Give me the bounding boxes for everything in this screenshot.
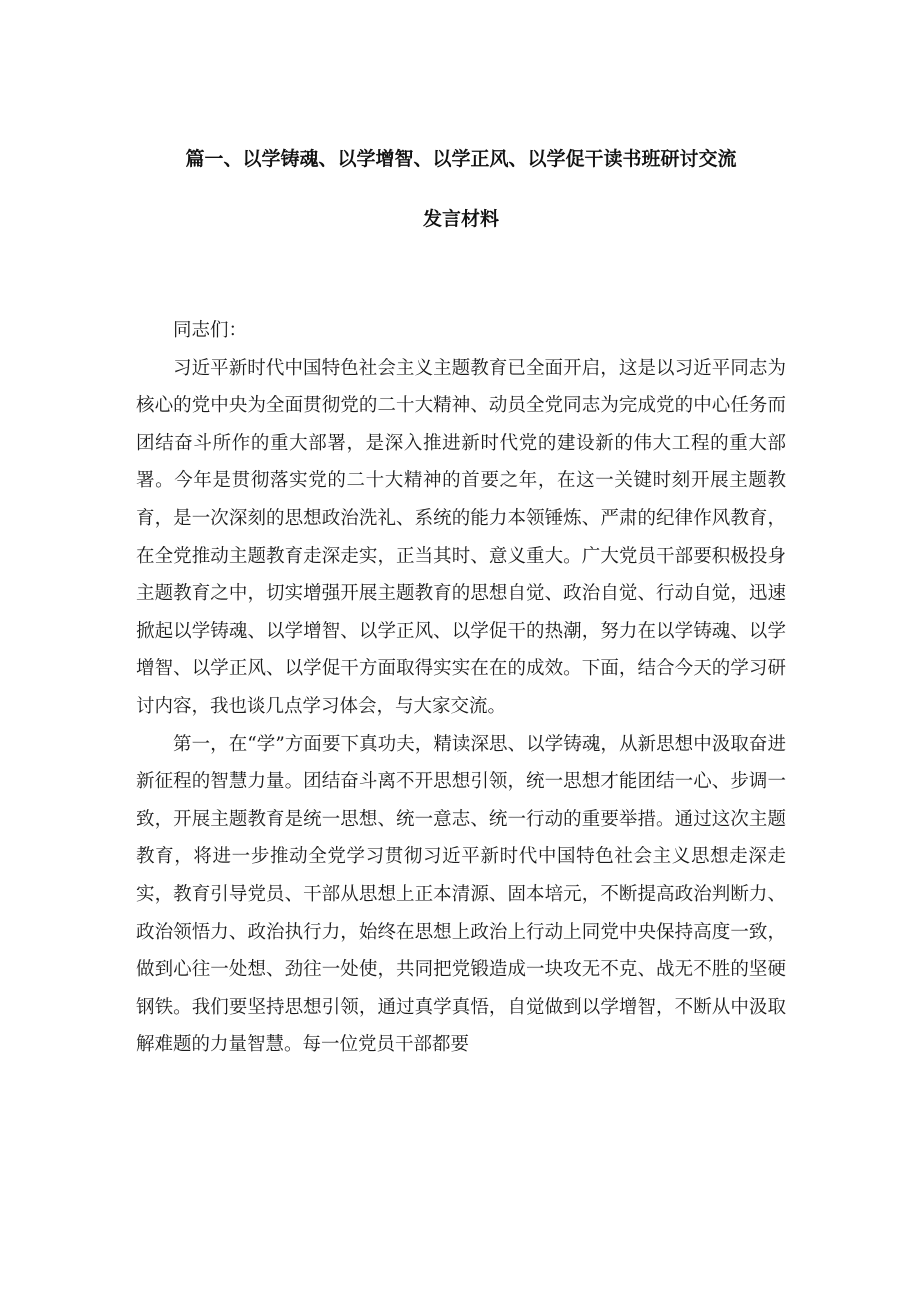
salutation: 同志们： [173, 320, 248, 341]
document-body [136, 312, 786, 1064]
document-title-line-2: 发言材料 [422, 208, 499, 230]
document-title-line-1: 篇一、以学铸魂、以学增智、以学正风、以学促干读书班研讨交流 [185, 148, 737, 170]
body-paragraph-1: 习近平新时代中国特色社会主义主题教育已全面开启，这是以习近平同志为核心的党中央为全面贯彻党的二十大精神、动员全党同志为完成党的中心任务而团结奋斗所作的重大部署，是深入推进新时代党的建设新的伟大工程的重大部署。今年是贯彻落实党的二十大精神的首要之年，在这一关键时刻开展主题教育，是一次深刻的思想政治洗礼、系统的能力本领锤炼、严肃的纪律作风教育，在全党推动主题教育走深走实，正当其时、意义重大。广大党员干部要积极投身主题教育之中，切实增强开展主题教育的思想自觉、政治自觉、行动自觉，迅速掀起以学铸魂、以学增智、以学正风、以学促干的热潮，努力在以学铸魂、以学增智、以学正风、以学促干方面取得实实在在的成效。下面，结合今天的学习研讨内容，我也谈几点学习体会，与大家交流。 [136, 357, 786, 717]
body-paragraph-2: 第一，在“学”方面要下真功夫，精读深思、以学铸魂，从新思想中汲取奋进新征程的智慧力量。团结奋斗离不开思想引领，统一思想才能团结一心、步调一致，开展主题教育是统一思想、统一意志、统一行动的重要举措。通过这次主题教育，将进一步推动全党学习贯彻习近平新时代中国特色社会主义思想走深走实，教育引导党员、干部从思想上正本清源、固本培元，不断提高政治判断力、政治领悟力、政治执行力，始终在思想上政治上行动上同党中央保持高度一致，做到心往一处想、劲往一处使，共同把党锻造成一块攻无不克、战无不胜的坚硬钢铁。我们要坚持思想引领，通过真学真悟，自觉做到以学增智，不断从中汲取解难题的力量智慧。每一位党员干部都要 [136, 733, 786, 1056]
